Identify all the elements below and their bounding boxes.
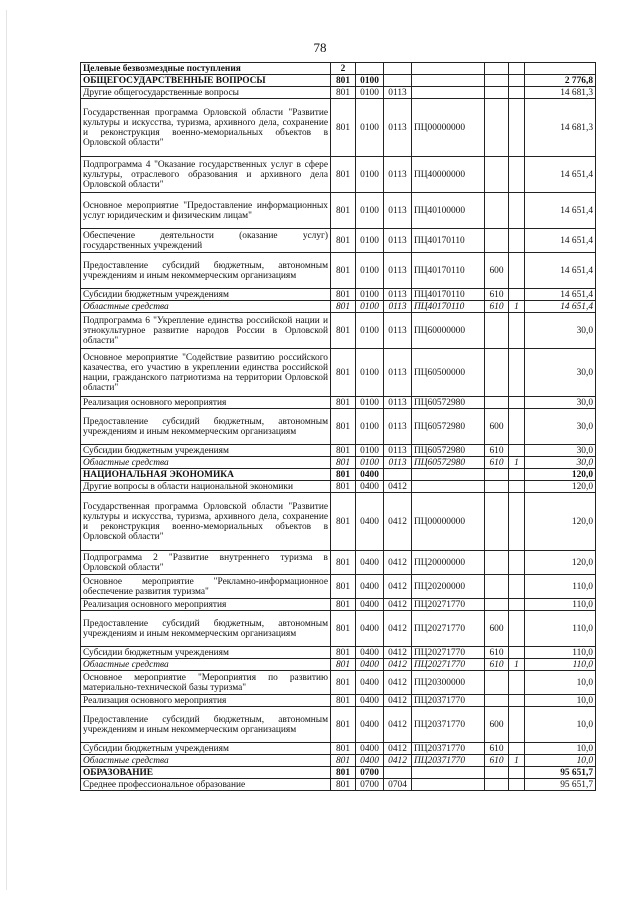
target-article-cell: ПЦ00000000 (412, 493, 485, 551)
section-code-cell: 0400 (356, 647, 384, 659)
admin-code-cell: 801 (331, 193, 356, 229)
amount-cell: 110,0 (525, 647, 596, 659)
subsection-code-cell: 0412 (384, 551, 412, 575)
item-name-cell: ОБРАЗОВАНИЕ (81, 767, 331, 779)
target-article-cell: ПЦ20300000 (412, 671, 485, 695)
expense-type-cell: 610 (485, 743, 509, 755)
amount-cell: 95 651,7 (525, 779, 596, 791)
table-row (81, 481, 596, 493)
subsection-code-cell: 0412 (384, 599, 412, 611)
section-code-cell: 0100 (356, 75, 384, 87)
section-code-cell: 0400 (356, 611, 384, 647)
target-article-cell: ПЦ40170110 (412, 229, 485, 253)
section-code-cell: 0100 (356, 87, 384, 99)
expense-type-cell (485, 63, 509, 75)
table-row (81, 397, 596, 409)
amount-cell: 10,0 (525, 755, 596, 767)
subsection-code-cell: 0113 (384, 193, 412, 229)
expense-type-cell: 600 (485, 611, 509, 647)
admin-code-cell: 801 (331, 469, 356, 481)
subsection-code-cell: 0113 (384, 253, 412, 289)
expense-type-cell (485, 469, 509, 481)
source-code-cell (509, 611, 525, 647)
table-row (81, 349, 596, 397)
admin-code-cell: 801 (331, 755, 356, 767)
source-code-cell (509, 599, 525, 611)
source-code-cell (509, 87, 525, 99)
amount-cell: 14 681,3 (525, 87, 596, 99)
expense-type-cell (485, 671, 509, 695)
table-row (81, 87, 596, 99)
subsection-code-cell: 0412 (384, 707, 412, 743)
source-code-cell (509, 695, 525, 707)
target-article-cell (412, 63, 485, 75)
section-code-cell: 0400 (356, 755, 384, 767)
expense-type-cell (485, 599, 509, 611)
subsection-code-cell: 0704 (384, 779, 412, 791)
amount-cell: 30,0 (525, 313, 596, 349)
amount-cell: 14 651,4 (525, 157, 596, 193)
amount-cell: 14 651,4 (525, 289, 596, 301)
subsection-code-cell: 0113 (384, 229, 412, 253)
source-code-cell (509, 707, 525, 743)
subsection-code-cell: 0113 (384, 313, 412, 349)
item-name-cell: Государственная программа Орловской области "Развитие культуры и искусства, туризма, архивного дела, сохранение и реконструкция военно-мемориальных объектов в Орловской области" (81, 99, 331, 157)
table-row (81, 755, 596, 767)
section-code-cell: 0100 (356, 289, 384, 301)
target-article-cell: ПЦ20371770 (412, 707, 485, 743)
amount-cell: 30,0 (525, 409, 596, 445)
expense-type-cell (485, 397, 509, 409)
subsection-code-cell: 0412 (384, 575, 412, 599)
subsection-code-cell: 0412 (384, 647, 412, 659)
item-name-cell: Подпрограмма 2 "Развитие внутреннего туризма в Орловской области" (81, 551, 331, 575)
section-code-cell: 0100 (356, 397, 384, 409)
subsection-code-cell: 0113 (384, 289, 412, 301)
table-row (81, 63, 596, 75)
section-code-cell: 0700 (356, 779, 384, 791)
admin-code-cell: 801 (331, 707, 356, 743)
target-article-cell: ПЦ20200000 (412, 575, 485, 599)
admin-code-cell: 801 (331, 659, 356, 671)
source-code-cell (509, 469, 525, 481)
item-name-cell: Подпрограмма 4 "Оказание государственных услуг в сфере культуры, отраслевого образования и архивного дела Орловской области" (81, 157, 331, 193)
target-article-cell: ПЦ60572980 (412, 457, 485, 469)
subsection-code-cell: 0113 (384, 445, 412, 457)
admin-code-cell: 801 (331, 313, 356, 349)
section-code-cell: 0100 (356, 157, 384, 193)
subsection-code-cell: 0113 (384, 87, 412, 99)
target-article-cell: ПЦ60572980 (412, 409, 485, 445)
table-row (81, 469, 596, 481)
table-row (81, 457, 596, 469)
section-code-cell: 0400 (356, 695, 384, 707)
amount-cell: 110,0 (525, 575, 596, 599)
source-code-cell (509, 743, 525, 755)
target-article-cell: ПЦ60572980 (412, 397, 485, 409)
item-name-cell: Государственная программа Орловской области "Развитие культуры и искусства, туризма, архивного дела, сохранение и реконструкция военно-мемориальных объектов в Орловской области" (81, 493, 331, 551)
section-code-cell: 0400 (356, 659, 384, 671)
table-row (81, 229, 596, 253)
expense-type-cell: 610 (485, 445, 509, 457)
amount-cell: 110,0 (525, 659, 596, 671)
amount-cell: 30,0 (525, 397, 596, 409)
target-article-cell (412, 469, 485, 481)
table-row (81, 695, 596, 707)
source-code-cell: 1 (509, 659, 525, 671)
amount-cell: 120,0 (525, 551, 596, 575)
admin-code-cell: 801 (331, 647, 356, 659)
table-row (81, 767, 596, 779)
amount-cell: 110,0 (525, 599, 596, 611)
admin-code-cell: 801 (331, 779, 356, 791)
source-code-cell (509, 551, 525, 575)
subsection-code-cell: 0412 (384, 481, 412, 493)
admin-code-cell: 801 (331, 611, 356, 647)
expense-type-cell (485, 193, 509, 229)
subsection-code-cell: 0113 (384, 457, 412, 469)
section-code-cell: 0100 (356, 229, 384, 253)
expense-type-cell (485, 349, 509, 397)
target-article-cell: ПЦ40100000 (412, 193, 485, 229)
item-name-cell: Целевые безвозмездные поступления (81, 63, 331, 75)
subsection-code-cell: 0113 (384, 397, 412, 409)
amount-cell: 2 776,8 (525, 75, 596, 87)
expense-type-cell (485, 481, 509, 493)
item-name-cell: Субсидии бюджетным учреждениям (81, 647, 331, 659)
source-code-cell: 1 (509, 457, 525, 469)
section-code-cell: 0400 (356, 599, 384, 611)
expense-type-cell (485, 779, 509, 791)
target-article-cell: ПЦ20371770 (412, 743, 485, 755)
target-article-cell: ПЦ60500000 (412, 349, 485, 397)
admin-code-cell: 801 (331, 229, 356, 253)
item-name-cell: ОБЩЕГОСУДАРСТВЕННЫЕ ВОПРОСЫ (81, 75, 331, 87)
amount-cell: 10,0 (525, 743, 596, 755)
section-code-cell: 0400 (356, 671, 384, 695)
target-article-cell: ПЦ40170110 (412, 301, 485, 313)
amount-cell: 14 651,4 (525, 229, 596, 253)
source-code-cell (509, 99, 525, 157)
amount-cell: 10,0 (525, 707, 596, 743)
section-code-cell: 0100 (356, 409, 384, 445)
subsection-code-cell: 0412 (384, 743, 412, 755)
section-code-cell: 0400 (356, 481, 384, 493)
expense-type-cell: 610 (485, 301, 509, 313)
target-article-cell (412, 767, 485, 779)
target-article-cell: ПЦ20000000 (412, 551, 485, 575)
source-code-cell (509, 193, 525, 229)
budget-table (80, 62, 596, 791)
amount-cell: 30,0 (525, 457, 596, 469)
expense-type-cell: 610 (485, 289, 509, 301)
target-article-cell: ПЦ20271770 (412, 647, 485, 659)
table-row (81, 575, 596, 599)
amount-cell: 120,0 (525, 469, 596, 481)
expense-type-cell (485, 551, 509, 575)
subsection-code-cell: 0113 (384, 409, 412, 445)
source-code-cell (509, 253, 525, 289)
subsection-code-cell: 0113 (384, 99, 412, 157)
expense-type-cell: 600 (485, 253, 509, 289)
item-name-cell: Областные средства (81, 457, 331, 469)
section-code-cell: 0100 (356, 349, 384, 397)
admin-code-cell: 801 (331, 493, 356, 551)
item-name-cell: Субсидии бюджетным учреждениям (81, 445, 331, 457)
section-code-cell: 0100 (356, 253, 384, 289)
subsection-code-cell (384, 63, 412, 75)
expense-type-cell (485, 229, 509, 253)
item-name-cell: Реализация основного мероприятия (81, 599, 331, 611)
item-name-cell: Среднее профессиональное образование (81, 779, 331, 791)
item-name-cell: Субсидии бюджетным учреждениям (81, 289, 331, 301)
item-name-cell: Основное мероприятие "Мероприятия по развитию материально-технической базы туризма" (81, 671, 331, 695)
item-name-cell: Предоставление субсидий бюджетным, автономным учреждениям и иным некоммерческим организациям (81, 707, 331, 743)
admin-code-cell: 801 (331, 99, 356, 157)
amount-cell: 10,0 (525, 695, 596, 707)
admin-code-cell: 801 (331, 289, 356, 301)
item-name-cell: Реализация основного мероприятия (81, 397, 331, 409)
source-code-cell (509, 671, 525, 695)
target-article-cell: ПЦ20271770 (412, 659, 485, 671)
item-name-cell: Другие общегосударственные вопросы (81, 87, 331, 99)
subsection-code-cell: 0113 (384, 349, 412, 397)
item-name-cell: Областные средства (81, 755, 331, 767)
item-name-cell: Областные средства (81, 659, 331, 671)
source-code-cell (509, 229, 525, 253)
subsection-code-cell (384, 767, 412, 779)
admin-code-cell: 801 (331, 695, 356, 707)
section-code-cell: 0400 (356, 707, 384, 743)
table-row (81, 671, 596, 695)
subsection-code-cell (384, 75, 412, 87)
admin-code-cell: 801 (331, 551, 356, 575)
amount-cell: 10,0 (525, 671, 596, 695)
admin-code-cell: 801 (331, 75, 356, 87)
subsection-code-cell: 0412 (384, 671, 412, 695)
expense-type-cell (485, 99, 509, 157)
admin-code-cell: 801 (331, 575, 356, 599)
source-code-cell (509, 313, 525, 349)
expense-type-cell (485, 87, 509, 99)
admin-code-cell: 801 (331, 767, 356, 779)
item-name-cell: Обеспечение деятельности (оказание услуг) государственных учреждений (81, 229, 331, 253)
item-name-cell: Предоставление субсидий бюджетным, автономным учреждениям и иным некоммерческим организациям (81, 253, 331, 289)
section-code-cell: 0100 (356, 445, 384, 457)
expense-type-cell: 610 (485, 755, 509, 767)
subsection-code-cell: 0113 (384, 301, 412, 313)
item-name-cell: Другие вопросы в области национальной экономики (81, 481, 331, 493)
table-row (81, 99, 596, 157)
expense-type-cell: 600 (485, 409, 509, 445)
target-article-cell: ПЦ60000000 (412, 313, 485, 349)
amount-cell: 14 651,4 (525, 193, 596, 229)
source-code-cell (509, 157, 525, 193)
admin-code-cell: 801 (331, 157, 356, 193)
item-name-cell: Подпрограмма 6 "Укрепление единства российской нации и этнокультурное развитие народов России в Орловской области" (81, 313, 331, 349)
expense-type-cell (485, 493, 509, 551)
table-row (81, 75, 596, 87)
source-code-cell (509, 779, 525, 791)
source-code-cell (509, 575, 525, 599)
subsection-code-cell: 0412 (384, 611, 412, 647)
subsection-code-cell: 0412 (384, 695, 412, 707)
admin-code-cell: 801 (331, 409, 356, 445)
amount-cell: 110,0 (525, 611, 596, 647)
item-name-cell: Предоставление субсидий бюджетным, автономным учреждениям и иным некоммерческим организациям (81, 409, 331, 445)
table-row (81, 157, 596, 193)
admin-code-cell: 801 (331, 87, 356, 99)
admin-code-cell: 801 (331, 397, 356, 409)
source-code-cell (509, 481, 525, 493)
section-code-cell: 0400 (356, 551, 384, 575)
admin-code-cell: 2 (331, 63, 356, 75)
source-code-cell (509, 647, 525, 659)
target-article-cell (412, 75, 485, 87)
section-code-cell: 0100 (356, 99, 384, 157)
subsection-code-cell: 0412 (384, 493, 412, 551)
section-code-cell: 0400 (356, 469, 384, 481)
target-article-cell: ПЦ40170110 (412, 289, 485, 301)
table-row (81, 743, 596, 755)
section-code-cell: 0400 (356, 575, 384, 599)
table-row (81, 253, 596, 289)
source-code-cell (509, 445, 525, 457)
amount-cell: 120,0 (525, 481, 596, 493)
source-code-cell: 1 (509, 301, 525, 313)
admin-code-cell: 801 (331, 671, 356, 695)
source-code-cell (509, 493, 525, 551)
expense-type-cell: 600 (485, 707, 509, 743)
subsection-code-cell (384, 469, 412, 481)
table-row (81, 707, 596, 743)
target-article-cell: ПЦ00000000 (412, 99, 485, 157)
target-article-cell: ПЦ20371770 (412, 755, 485, 767)
section-code-cell: 0100 (356, 301, 384, 313)
expense-type-cell: 610 (485, 457, 509, 469)
expense-type-cell (485, 575, 509, 599)
source-code-cell (509, 767, 525, 779)
item-name-cell: Субсидии бюджетным учреждениям (81, 743, 331, 755)
source-code-cell (509, 409, 525, 445)
section-code-cell: 0700 (356, 767, 384, 779)
admin-code-cell: 801 (331, 253, 356, 289)
table-row (81, 779, 596, 791)
source-code-cell (509, 349, 525, 397)
target-article-cell: ПЦ20271770 (412, 599, 485, 611)
admin-code-cell: 801 (331, 349, 356, 397)
section-code-cell: 0100 (356, 193, 384, 229)
source-code-cell (509, 397, 525, 409)
section-code-cell: 0400 (356, 743, 384, 755)
admin-code-cell: 801 (331, 301, 356, 313)
amount-cell (525, 63, 596, 75)
section-code-cell: 0100 (356, 457, 384, 469)
amount-cell: 14 651,4 (525, 301, 596, 313)
table-row (81, 647, 596, 659)
target-article-cell: ПЦ40000000 (412, 157, 485, 193)
expense-type-cell (485, 695, 509, 707)
expense-type-cell (485, 157, 509, 193)
expense-type-cell: 610 (485, 647, 509, 659)
amount-cell: 30,0 (525, 349, 596, 397)
table-row (81, 289, 596, 301)
item-name-cell: НАЦИОНАЛЬНАЯ ЭКОНОМИКА (81, 469, 331, 481)
table-row (81, 493, 596, 551)
table-row (81, 313, 596, 349)
admin-code-cell: 801 (331, 481, 356, 493)
target-article-cell (412, 481, 485, 493)
expense-type-cell: 610 (485, 659, 509, 671)
budget-table-body (81, 63, 596, 791)
amount-cell: 14 681,3 (525, 99, 596, 157)
subsection-code-cell: 0412 (384, 659, 412, 671)
expense-type-cell (485, 767, 509, 779)
item-name-cell: Основное мероприятие "Содействие развитию российского казачества, его участию в укреплении единства российской нации, гражданского патриотизма на территории Орловской области" (81, 349, 331, 397)
target-article-cell (412, 779, 485, 791)
amount-cell: 95 651,7 (525, 767, 596, 779)
admin-code-cell: 801 (331, 743, 356, 755)
target-article-cell (412, 87, 485, 99)
source-code-cell (509, 75, 525, 87)
subsection-code-cell: 0412 (384, 755, 412, 767)
scan-margin-line (6, 10, 7, 890)
target-article-cell: ПЦ60572980 (412, 445, 485, 457)
table-row (81, 301, 596, 313)
item-name-cell: Областные средства (81, 301, 331, 313)
target-article-cell: ПЦ20271770 (412, 611, 485, 647)
table-row (81, 551, 596, 575)
expense-type-cell (485, 75, 509, 87)
expense-type-cell (485, 313, 509, 349)
admin-code-cell: 801 (331, 457, 356, 469)
table-row (81, 409, 596, 445)
item-name-cell: Основное мероприятие "Рекламно-информационное обеспечение развития туризма" (81, 575, 331, 599)
item-name-cell: Реализация основного мероприятия (81, 695, 331, 707)
amount-cell: 14 651,4 (525, 253, 596, 289)
item-name-cell: Предоставление субсидий бюджетным, автономным учреждениям и иным некоммерческим организациям (81, 611, 331, 647)
section-code-cell: 0400 (356, 493, 384, 551)
section-code-cell (356, 63, 384, 75)
amount-cell: 30,0 (525, 445, 596, 457)
table-row (81, 611, 596, 647)
item-name-cell: Основное мероприятие "Предоставление информационных услуг юридическим и физическим лицам" (81, 193, 331, 229)
section-code-cell: 0100 (356, 313, 384, 349)
table-row (81, 599, 596, 611)
table-row (81, 445, 596, 457)
subsection-code-cell: 0113 (384, 157, 412, 193)
admin-code-cell: 801 (331, 445, 356, 457)
table-row (81, 659, 596, 671)
table-row (81, 193, 596, 229)
admin-code-cell: 801 (331, 599, 356, 611)
source-code-cell (509, 63, 525, 75)
target-article-cell: ПЦ40170110 (412, 253, 485, 289)
source-code-cell: 1 (509, 755, 525, 767)
source-code-cell (509, 289, 525, 301)
page-number: 78 (313, 40, 327, 55)
amount-cell: 120,0 (525, 493, 596, 551)
target-article-cell: ПЦ20371770 (412, 695, 485, 707)
